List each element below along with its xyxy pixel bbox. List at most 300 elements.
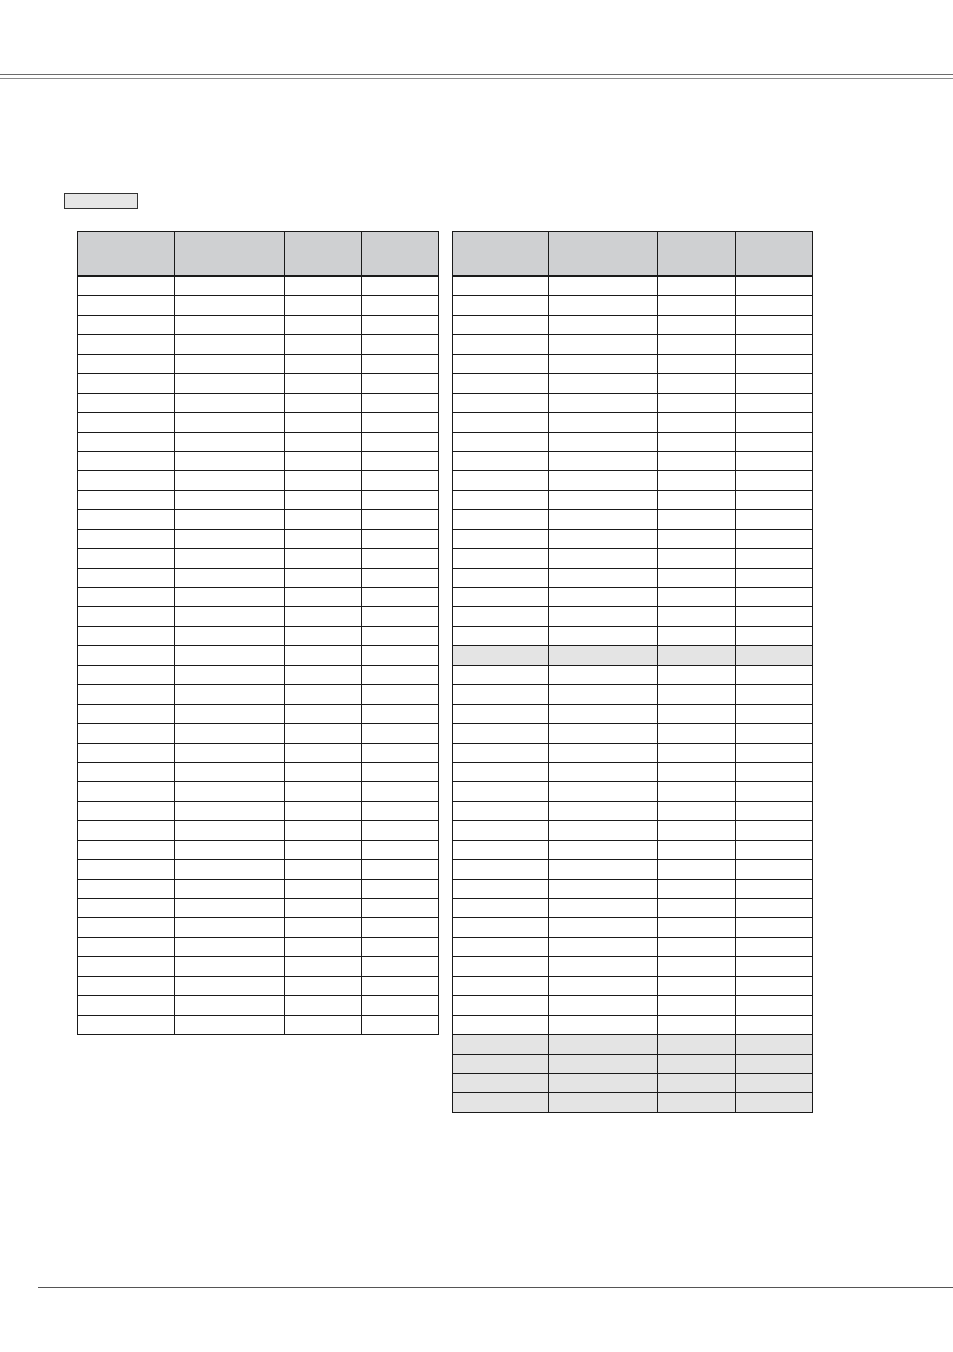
table-cell [175, 860, 285, 879]
table-cell [658, 685, 736, 704]
table-cell [453, 549, 549, 568]
table-cell [549, 432, 658, 451]
table-cell [658, 354, 736, 373]
table-cell [736, 937, 813, 956]
table-cell [736, 432, 813, 451]
table-cell [175, 413, 285, 432]
table-row [78, 490, 439, 509]
table-row [78, 724, 439, 743]
table-cell [549, 588, 658, 607]
table-cell [549, 762, 658, 781]
table-cell [453, 1054, 549, 1073]
table-cell [549, 296, 658, 315]
table-cell [78, 432, 175, 451]
table-cell [285, 801, 362, 820]
table-cell [453, 1015, 549, 1034]
table-cell [362, 957, 439, 976]
table-row [78, 276, 439, 296]
table-row [78, 354, 439, 373]
table-cell [453, 899, 549, 918]
table-cell [736, 724, 813, 743]
table-cell [549, 315, 658, 334]
table-cell [175, 685, 285, 704]
table-cell [285, 704, 362, 723]
table-row [78, 1015, 439, 1034]
table-row [78, 976, 439, 995]
table-cell [175, 607, 285, 626]
table-cell [549, 996, 658, 1015]
table-row [78, 315, 439, 334]
table-cell [362, 568, 439, 587]
table-cell [78, 588, 175, 607]
table-cell [453, 743, 549, 762]
table-row [453, 782, 813, 801]
table-row [453, 665, 813, 684]
table-cell [362, 996, 439, 1015]
table-row [453, 607, 813, 626]
table-cell [175, 471, 285, 490]
table-row [78, 335, 439, 354]
table-cell [736, 1015, 813, 1034]
table-cell [736, 374, 813, 393]
table-row [78, 588, 439, 607]
table-cell [549, 1015, 658, 1034]
table-cell [453, 588, 549, 607]
table-row [453, 588, 813, 607]
table-cell [736, 568, 813, 587]
table-row [453, 801, 813, 820]
table-cell [362, 510, 439, 529]
table-cell [285, 296, 362, 315]
table-cell [362, 665, 439, 684]
table-cell [78, 374, 175, 393]
table-cell [285, 529, 362, 548]
table-cell [658, 374, 736, 393]
table-cell [285, 568, 362, 587]
table-cell [78, 354, 175, 373]
section-tab [64, 193, 138, 209]
table-cell [736, 918, 813, 937]
table-cell [362, 879, 439, 898]
table-cell [549, 801, 658, 820]
table-cell [549, 976, 658, 995]
table-cell [78, 937, 175, 956]
table-row [453, 276, 813, 296]
table-cell [175, 821, 285, 840]
table-cell [736, 957, 813, 976]
table-cell [736, 879, 813, 898]
table-cell [736, 296, 813, 315]
table-cell [658, 996, 736, 1015]
table-cell [549, 899, 658, 918]
table-cell [175, 451, 285, 470]
table-row [453, 471, 813, 490]
table-cell [736, 821, 813, 840]
table-cell [453, 393, 549, 412]
table-cell [453, 976, 549, 995]
table-cell [658, 1054, 736, 1073]
table-cell [285, 899, 362, 918]
table-cell [658, 607, 736, 626]
table-cell [549, 821, 658, 840]
table-cell [549, 374, 658, 393]
table-row [78, 918, 439, 937]
column-header [362, 232, 439, 277]
table-cell [175, 432, 285, 451]
table-cell [362, 840, 439, 859]
table-cell [453, 957, 549, 976]
table-cell [362, 1015, 439, 1034]
table-cell [78, 704, 175, 723]
table-cell [175, 490, 285, 509]
table-cell [549, 646, 658, 665]
table-cell [453, 840, 549, 859]
column-header [453, 232, 549, 277]
table-cell [658, 393, 736, 412]
table-cell [175, 918, 285, 937]
table-cell [78, 607, 175, 626]
table-cell [285, 937, 362, 956]
table-cell [549, 685, 658, 704]
table-cell [658, 1035, 736, 1054]
table-cell [78, 393, 175, 412]
table-row [78, 937, 439, 956]
table-row [78, 899, 439, 918]
table-cell [362, 549, 439, 568]
table-cell [549, 568, 658, 587]
table-cell [285, 549, 362, 568]
table-cell [453, 510, 549, 529]
table-body [78, 276, 439, 1035]
table-cell [658, 937, 736, 956]
table-cell [658, 724, 736, 743]
table-cell [175, 626, 285, 645]
table-cell [78, 743, 175, 762]
table-cell [285, 646, 362, 665]
table-cell [285, 393, 362, 412]
table-cell [362, 490, 439, 509]
table-cell [78, 549, 175, 568]
table-cell [549, 490, 658, 509]
table-cell [362, 276, 439, 296]
table-row [453, 1015, 813, 1034]
table-cell [453, 937, 549, 956]
table-cell [175, 976, 285, 995]
table-cell [362, 354, 439, 373]
table-cell [175, 704, 285, 723]
table-cell [658, 315, 736, 334]
table-cell [285, 957, 362, 976]
table-cell [175, 957, 285, 976]
table-cell [285, 451, 362, 470]
table-cell [175, 296, 285, 315]
table-right [452, 231, 813, 1113]
table-cell [453, 451, 549, 470]
column-header [175, 232, 285, 277]
table-row [453, 957, 813, 976]
table-cell [175, 665, 285, 684]
table-cell [658, 646, 736, 665]
table-row [453, 432, 813, 451]
table-cell [362, 724, 439, 743]
table-cell [453, 568, 549, 587]
table-row [78, 529, 439, 548]
table-cell [78, 665, 175, 684]
table-cell [658, 432, 736, 451]
table-row [453, 626, 813, 645]
table-cell [285, 976, 362, 995]
table-row [453, 1093, 813, 1112]
table-cell [175, 568, 285, 587]
table-cell [362, 315, 439, 334]
table-cell [736, 840, 813, 859]
table-cell [453, 996, 549, 1015]
table-cell [736, 976, 813, 995]
table-cell [175, 801, 285, 820]
table-cell [549, 1093, 658, 1112]
table-cell [549, 879, 658, 898]
table-cell [658, 821, 736, 840]
table-row [453, 646, 813, 665]
table-cell [78, 801, 175, 820]
table-cell [78, 782, 175, 801]
table-cell [285, 743, 362, 762]
table-cell [362, 704, 439, 723]
table-cell [549, 354, 658, 373]
table-cell [453, 413, 549, 432]
table-cell [285, 315, 362, 334]
table-cell [453, 665, 549, 684]
table-cell [453, 918, 549, 937]
table-cell [736, 315, 813, 334]
table-cell [285, 413, 362, 432]
table-cell [362, 607, 439, 626]
table-cell [285, 374, 362, 393]
table-cell [78, 685, 175, 704]
table-row [453, 996, 813, 1015]
table-cell [453, 607, 549, 626]
column-header [658, 232, 736, 277]
table-cell [78, 976, 175, 995]
table-cell [453, 821, 549, 840]
table-cell [285, 685, 362, 704]
table-cell [285, 918, 362, 937]
table-row [453, 762, 813, 781]
table-cell [549, 451, 658, 470]
table-cell [658, 899, 736, 918]
table-row [78, 413, 439, 432]
table-cell [362, 451, 439, 470]
table-cell [736, 1073, 813, 1092]
table-cell [658, 879, 736, 898]
table-cell [362, 296, 439, 315]
table-cell [362, 588, 439, 607]
table-cell [453, 801, 549, 820]
table-cell [658, 1093, 736, 1112]
table-cell [736, 801, 813, 820]
table-cell [658, 665, 736, 684]
table-cell [78, 879, 175, 898]
table-cell [658, 801, 736, 820]
table-cell [285, 762, 362, 781]
table-cell [736, 626, 813, 645]
table-cell [285, 996, 362, 1015]
table-row [453, 976, 813, 995]
table-cell [175, 937, 285, 956]
table-cell [453, 374, 549, 393]
table-cell [362, 782, 439, 801]
table-cell [736, 1035, 813, 1054]
table-row [453, 704, 813, 723]
table-cell [549, 529, 658, 548]
table-cell [175, 743, 285, 762]
table-cell [175, 510, 285, 529]
table-cell [736, 588, 813, 607]
table-cell [78, 490, 175, 509]
table-cell [736, 354, 813, 373]
table-cell [362, 646, 439, 665]
table-cell [453, 1093, 549, 1112]
table-cell [285, 626, 362, 645]
table-cell [285, 588, 362, 607]
table-cell [453, 685, 549, 704]
table-cell [453, 432, 549, 451]
table-cell [453, 354, 549, 373]
table-header-row [78, 232, 439, 277]
table-cell [549, 471, 658, 490]
table-row [78, 626, 439, 645]
table-cell [658, 529, 736, 548]
table-cell [549, 860, 658, 879]
table-cell [453, 646, 549, 665]
header-rule [0, 74, 953, 75]
table-row [453, 899, 813, 918]
table-cell [362, 626, 439, 645]
column-header [78, 232, 175, 277]
table-row [78, 743, 439, 762]
table-cell [362, 413, 439, 432]
table-cell [549, 549, 658, 568]
table-cell [175, 335, 285, 354]
table-cell [175, 1015, 285, 1034]
table-cell [453, 762, 549, 781]
table-cell [453, 860, 549, 879]
table-row [453, 879, 813, 898]
column-header [285, 232, 362, 277]
table-cell [285, 879, 362, 898]
table-row [78, 568, 439, 587]
table-cell [285, 782, 362, 801]
table-cell [362, 860, 439, 879]
table-cell [736, 860, 813, 879]
table-cell [175, 588, 285, 607]
table-cell [453, 315, 549, 334]
table-cell [285, 665, 362, 684]
table-cell [362, 393, 439, 412]
table-cell [285, 821, 362, 840]
table-cell [175, 374, 285, 393]
table-cell [736, 704, 813, 723]
table-cell [362, 432, 439, 451]
table-cell [78, 276, 175, 296]
table-cell [78, 821, 175, 840]
table-cell [78, 646, 175, 665]
table-cell [736, 646, 813, 665]
table-row [453, 685, 813, 704]
table-cell [285, 432, 362, 451]
table-cell [658, 918, 736, 937]
table-row [453, 937, 813, 956]
table-cell [736, 335, 813, 354]
table-cell [78, 899, 175, 918]
table-cell [78, 296, 175, 315]
table-cell [175, 549, 285, 568]
table-cell [658, 860, 736, 879]
table-row [78, 374, 439, 393]
table-cell [453, 626, 549, 645]
table-cell [362, 937, 439, 956]
table-cell [453, 879, 549, 898]
table-cell [658, 510, 736, 529]
table-row [453, 374, 813, 393]
table-cell [362, 529, 439, 548]
table-cell [736, 413, 813, 432]
table-row [453, 743, 813, 762]
table-cell [658, 471, 736, 490]
table-cell [453, 335, 549, 354]
table-cell [736, 665, 813, 684]
table-cell [549, 413, 658, 432]
table-cell [175, 529, 285, 548]
table-cell [658, 1073, 736, 1092]
table-cell [453, 724, 549, 743]
table-cell [736, 1054, 813, 1073]
table-cell [453, 296, 549, 315]
table-cell [362, 471, 439, 490]
table-cell [362, 743, 439, 762]
table-cell [362, 801, 439, 820]
table-cell [658, 276, 736, 296]
table-cell [658, 568, 736, 587]
table-row [78, 685, 439, 704]
table-cell [362, 762, 439, 781]
table-cell [736, 471, 813, 490]
table-cell [175, 393, 285, 412]
table-cell [736, 276, 813, 296]
table-row [453, 918, 813, 937]
column-header [549, 232, 658, 277]
table-row [453, 549, 813, 568]
table-row [78, 996, 439, 1015]
table-cell [175, 782, 285, 801]
table-cell [658, 490, 736, 509]
table-cell [175, 646, 285, 665]
table-row [453, 1035, 813, 1054]
table-cell [549, 840, 658, 859]
table-cell [658, 626, 736, 645]
table-cell [549, 1035, 658, 1054]
table-row [78, 782, 439, 801]
table-row [78, 957, 439, 976]
table-cell [549, 510, 658, 529]
table-cell [658, 743, 736, 762]
table-row [78, 510, 439, 529]
table-cell [175, 762, 285, 781]
table-cell [658, 840, 736, 859]
table-cell [658, 957, 736, 976]
table-row [78, 471, 439, 490]
table-row [78, 879, 439, 898]
